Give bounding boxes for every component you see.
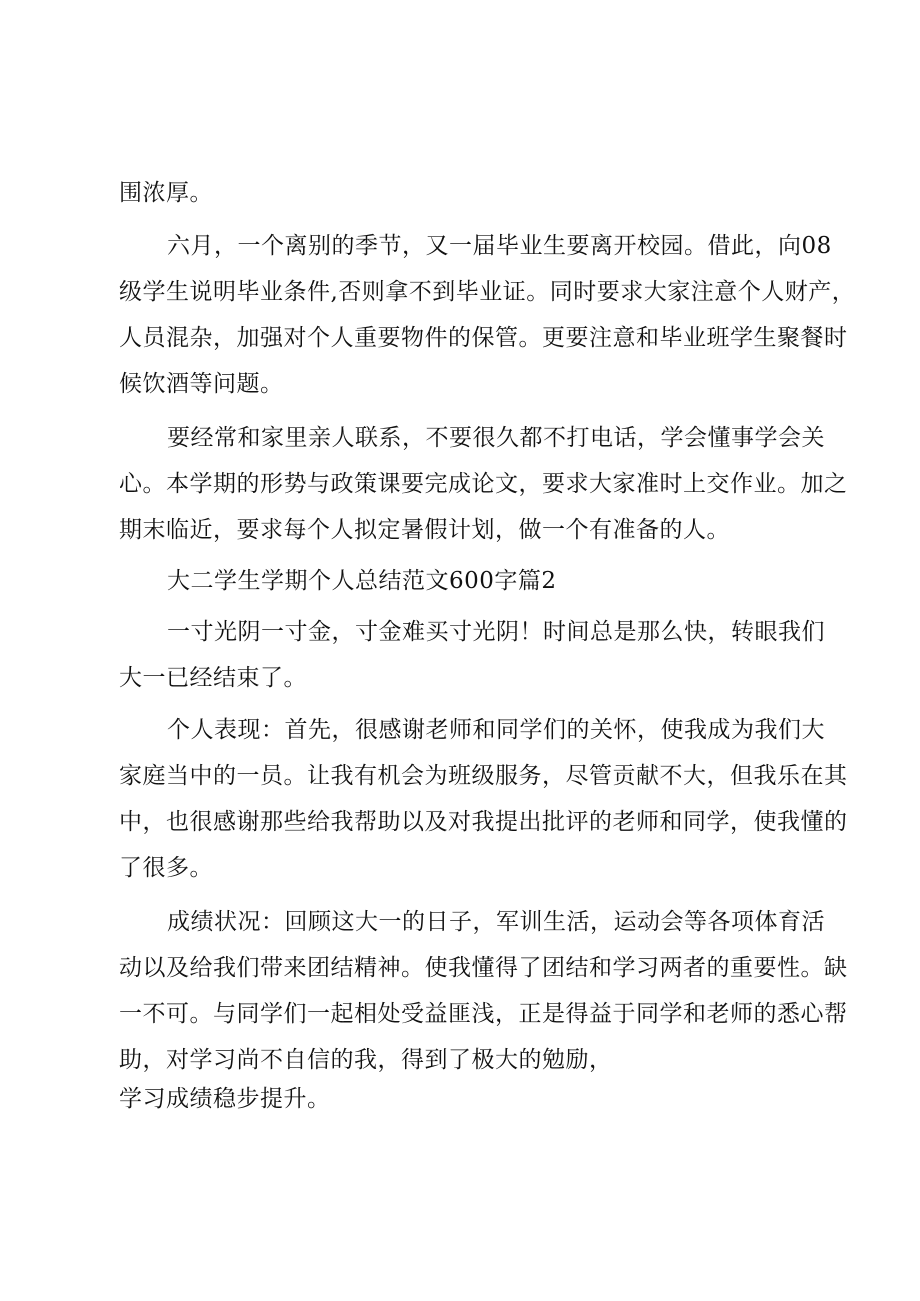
text-line: 级学生说明毕业条件,否则拿不到毕业证。同时要求大家注意个人财产， (119, 279, 856, 305)
text-line: 中，也很感谢那些给我帮助以及对我提出批评的老师和同学，使我懂的 (119, 809, 848, 835)
text-line: 一不可。与同学们一起相处受益匪浅，正是得益于同学和老师的悉心帮 (119, 1001, 848, 1027)
text-line: 学习成绩稳步提升。 (119, 1086, 331, 1112)
text-line: 心。本学期的形势与政策课要完成论文，要求大家准时上交作业。加之 (119, 471, 848, 497)
text-line: 个人表现：首先，很感谢老师和同学们的关怀，使我成为我们大 (167, 717, 825, 743)
text-line: 期末临近，要求每个人拟定暑假计划，做一个有准备的人。 (119, 517, 730, 543)
text-line: 候饮酒等问题。 (119, 371, 284, 397)
text-line: 六月，一个离别的季节，又一届毕业生要离开校园。借此，向08 (167, 233, 832, 259)
text-line: 要经常和家里亲人联系，不要很久都不打电话，学会懂事学会关 (167, 425, 825, 451)
text-line: 一寸光阴一寸金，寸金难买寸光阴！时间总是那么快，转眼我们 (167, 619, 825, 645)
text-line: 动以及给我们带来团结精神。使我懂得了团结和学习两者的重要性。缺 (119, 955, 848, 981)
text-line: 成绩状况：回顾这大一的日子，军训生活，运动会等各项体育活 (167, 909, 825, 935)
section-heading: 大二学生学期个人总结范文600字篇2 (167, 568, 557, 594)
text-line: 人员混杂，加强对个人重要物件的保管。更要注意和毕业班学生聚餐时 (119, 325, 848, 351)
text-line: 大一已经结束了。 (119, 665, 307, 691)
text-line: 家庭当中的一员。让我有机会为班级服务，尽管贡献不大，但我乐在其 (119, 763, 848, 789)
text-line: 了很多。 (119, 855, 213, 881)
text-line: 围浓厚。 (119, 180, 213, 206)
text-line: 助，对学习尚不自信的我，得到了极大的勉励， (119, 1047, 613, 1073)
